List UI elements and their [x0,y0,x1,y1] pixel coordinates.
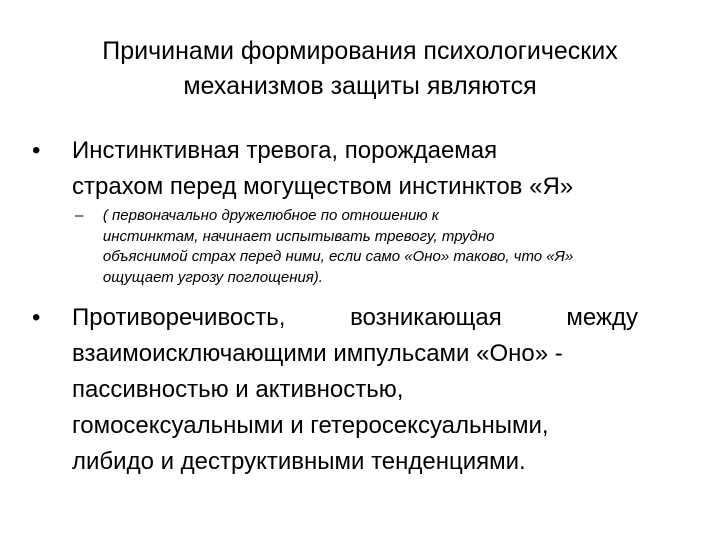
slide-title [40,34,680,104]
bullet-line: гомосексуальными и гетеросексуальными, [72,412,549,439]
bullet-line [72,300,638,336]
sub-bullet-explanation [75,206,685,288]
sub-bullet-line: объяснимой страх перед ними, если само «Оно» таково, что «Я» [102,248,574,265]
bullet-line: взаимоисключающими импульсами «Оно» - [72,340,563,367]
bullet-line: либидо и деструктивными тенденциями. [72,448,526,475]
bullet-contradiction [32,300,682,480]
sub-bullet-line: ощущает угрозу поглощения). [102,268,323,286]
bullet-line: пассивностью и активностью, [72,376,404,403]
bullet-word: Противоречивость, [72,304,286,331]
sub-bullet-text [103,206,685,288]
bullet-instinctive-anxiety [32,133,682,205]
sub-bullet-marker: – [75,207,84,224]
sub-bullet-line: ( первоначально дружелюбное по отношению к [102,207,439,224]
bullet-line: страхом перед могуществом инстинктов «Я» [72,173,574,200]
bullet-text [72,133,652,205]
bullet-marker: • [32,137,41,164]
sub-bullet-line: инстинктам, начинает испытывать тревогу, трудно [102,227,495,245]
title-line-1: Причинами формирования психологических [102,37,618,65]
bullet-text [72,300,642,480]
bullet-word: между [566,304,638,331]
bullet-marker: • [32,304,41,331]
bullet-line: Инстинктивная тревога, порождаемая [72,137,498,164]
title-line-2: механизмов защиты являются [183,72,537,100]
bullet-word: возникающая [350,304,502,331]
